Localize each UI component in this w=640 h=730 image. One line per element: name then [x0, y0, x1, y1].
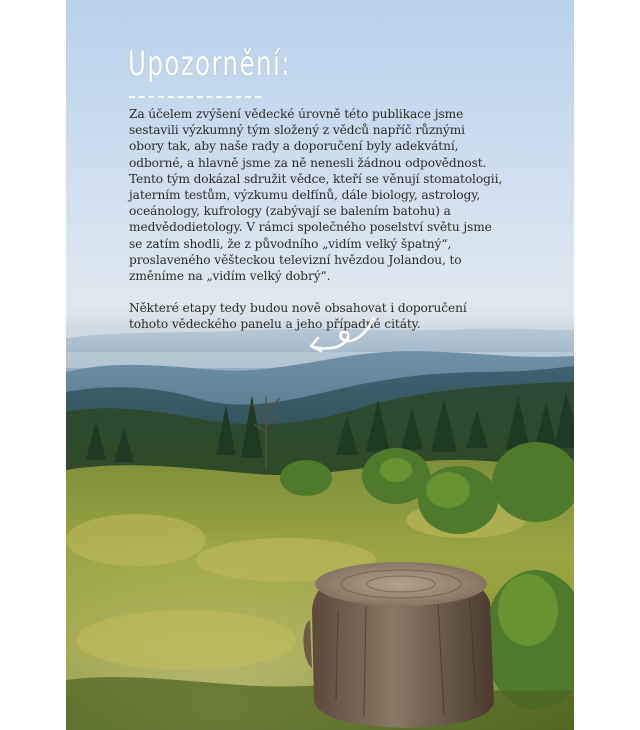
notice-text — [129, 106, 503, 333]
paragraph-intro: Za účelem zvýšení vědecké úrovně této publikace jsme sestavili výzkumný tým složený z vědců napříč různými obory tak, aby naše rady a doporučení byly adekvátní, odborné, a hlavně jsme za ně nenesli žádnou odpovědnost. Tento tým dokázal sdružit vědce, kteří se věnují stomatologii, jaterním testům, výzkumu delfínů, dále biology, astrology, oceánology, kufrology (zabývají se balením batohu) a medvědodietology. V rámci společného poselství světu jsme se zatím shodli, že z původního „vidím velký špatný“, proslaveného věšteckou televizní hvězdou Jolandou, to změníme na „vidím velký dobrý“. — [129, 107, 503, 284]
page — [66, 0, 574, 730]
title-divider — [129, 96, 261, 98]
curly-arrow-icon — [306, 314, 378, 356]
page-title: Upozornění: — [128, 44, 291, 84]
paragraph-etapy: Některé etapy tedy budou nově obsahovat i doporučení tohoto vědeckého panelu a jeho případné citáty. — [129, 301, 467, 332]
